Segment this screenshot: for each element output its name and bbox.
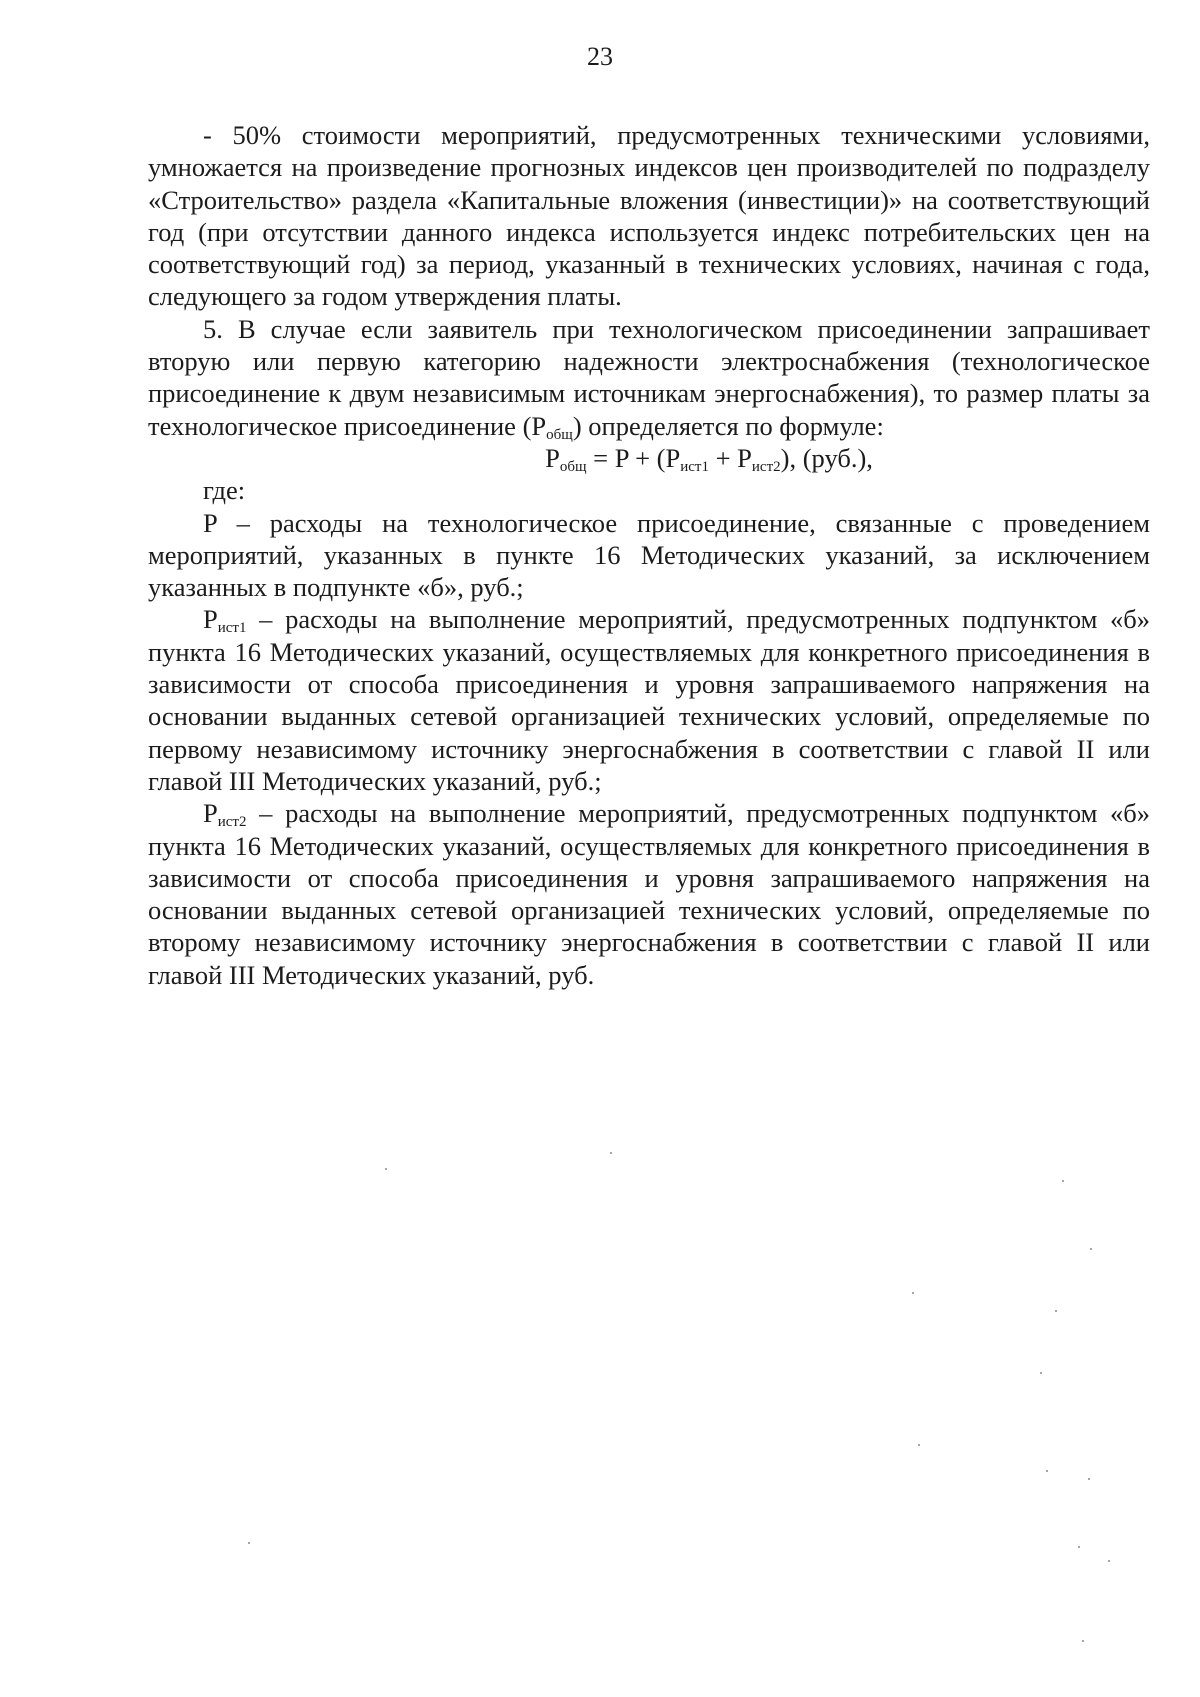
scan-speck (610, 1152, 612, 1154)
scan-speck (1088, 1478, 1090, 1480)
formula-total-fee (148, 442, 1150, 474)
scan-speck (1040, 1372, 1042, 1374)
formula-text: ), (руб.), (780, 442, 873, 473)
scan-speck (1082, 1640, 1084, 1642)
paragraph-reliability-category (148, 313, 1150, 442)
scan-speck (248, 1542, 250, 1544)
where-label: где: (203, 475, 246, 506)
definition-symbol: P (203, 604, 218, 635)
formula-subscript: ист2 (751, 458, 781, 475)
page-number: 23 (587, 42, 613, 71)
scan-speck (1078, 1546, 1080, 1548)
definition-symbol: P (203, 798, 218, 829)
formula-text: = P + (P (586, 442, 681, 473)
scan-speck (385, 1168, 387, 1170)
definition-p-ist2 (148, 797, 1150, 991)
formula-subscript: общ (559, 458, 587, 475)
definition-p-ist1 (148, 603, 1150, 797)
definition-p: P – расходы на технологическое присоединение, связанные с проведением мероприятий, указанных в пункте 16 Методических указаний, за исключением указанных в подпункте «б», руб.; (148, 507, 1150, 603)
scan-speck (1108, 1560, 1110, 1562)
scan-speck (1046, 1470, 1048, 1472)
definition-text: – расходы на выполнение мероприятий, предусмотренных подпунктом «б» пункта 16 Методических указаний, осуществляемых для конкретного присоединения в зависимости от способа присоединения и уровня запрашиваемого напряжения на основании выданных сетевой организацией технических условий, определяемые по второму независимому источнику энергоснабжения в соответствии с главой II или главой III Методических указаний, руб. (148, 798, 1150, 990)
paragraph-text: ) определяется по формуле: (572, 410, 884, 441)
scan-speck (912, 1292, 914, 1294)
scan-speck (1055, 1310, 1057, 1312)
scan-speck (1090, 1248, 1092, 1250)
definition-text: – расходы на выполнение мероприятий, предусмотренных подпунктом «б» пункта 16 Методических указаний, осуществляемых для конкретного присоединения в зависимости от способа присоединения и уровня запрашиваемого напряжения на основании выданных сетевой организацией технических условий, определяемые по первому независимому источнику энергоснабжения в соответствии с главой II или главой III Методических указаний, руб.; (148, 604, 1150, 796)
definition-subscript: ист2 (217, 814, 247, 831)
paragraph-cost-indexation: - 50% стоимости мероприятий, предусмотренных техническими условиями, умножается на произведение прогнозных индексов цен производителей по подразделу «Строительство» раздела «Капитальные вложения (инвестиции)» на соответствующий год (при отсутствии данного индекса используется индекс потребительских цен на соответствующий год) за период, указанный в технических условиях, начиная с года, следующего за годом утверждения платы. (148, 120, 1150, 312)
formula-symbol: P (545, 442, 560, 473)
scan-speck (1062, 1180, 1064, 1182)
paragraph-text: 5. В случае если заявитель при технологическом присоединении запрашивает вторую или первую категорию надежности электроснабжения (технологическое присоединение к двум независимым источникам энергоснабжения), то размер платы за технологическое присоединение (P (148, 313, 1150, 441)
formula-subscript: ист1 (680, 458, 709, 475)
definition-subscript: ист1 (217, 620, 247, 637)
document-body (148, 119, 1150, 991)
scan-speck (918, 1444, 920, 1446)
subscript: общ (546, 426, 573, 443)
formula-text: + P (708, 442, 752, 473)
